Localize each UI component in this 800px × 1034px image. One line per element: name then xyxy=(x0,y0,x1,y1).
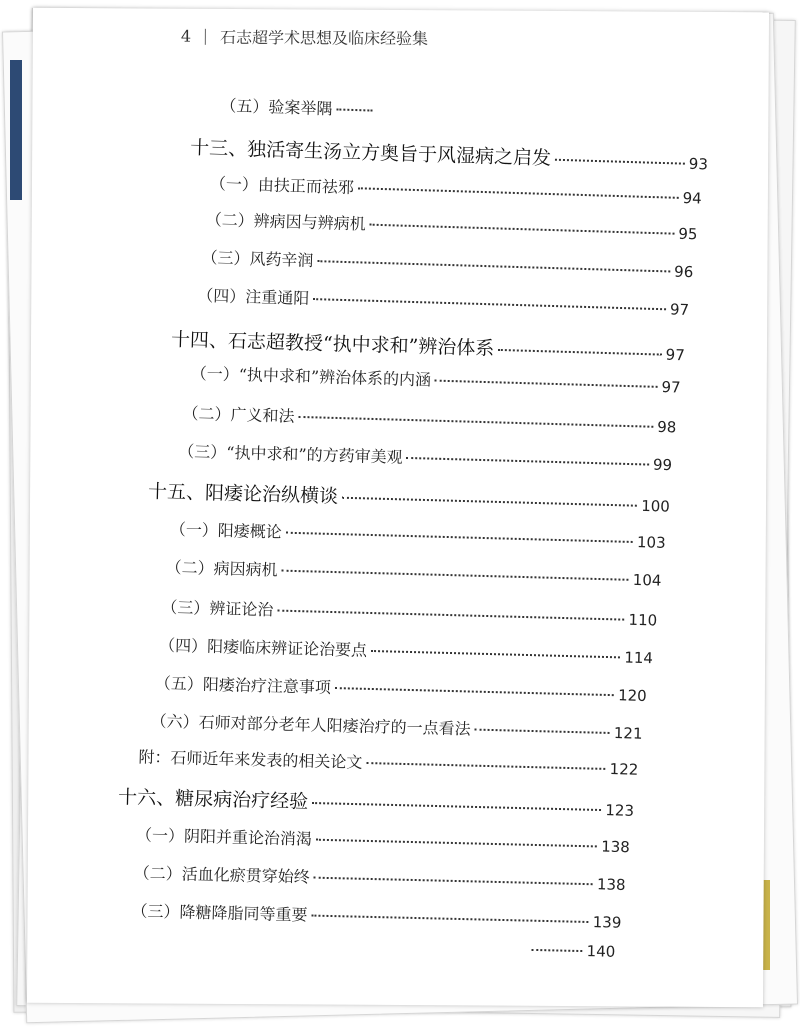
toc-page-number: 120 xyxy=(617,686,647,705)
toc-leader-dots xyxy=(313,298,666,310)
toc-section-title: （一）由扶正而祛邪 xyxy=(209,173,355,198)
toc-leader-dots xyxy=(336,108,372,111)
running-header xyxy=(181,25,428,50)
toc-entry xyxy=(171,325,686,367)
toc-leader-dots xyxy=(286,532,633,543)
toc-page-number: 93 xyxy=(688,154,709,174)
toc-leader-dots xyxy=(316,839,597,848)
toc-entry xyxy=(190,133,709,176)
toc-leader-dots xyxy=(317,260,670,272)
toc-page-number: 139 xyxy=(592,913,622,932)
header-page-number: 4 xyxy=(180,26,192,46)
toc-section-title: （三）辨证论治 xyxy=(161,597,274,620)
toc-section-title: （三）降糖降脂同等重要 xyxy=(131,901,308,925)
toc-entry xyxy=(138,744,638,779)
toc-leader-dots xyxy=(314,877,593,886)
book-page xyxy=(27,8,769,1007)
toc-section-title: （二）活血化瘀贯穿始终 xyxy=(133,863,310,887)
toc-page-number: 97 xyxy=(661,377,681,397)
toc-section-title: （三）“执中求和”的方药审美观 xyxy=(178,441,403,467)
toc-section-title: （四）注重通阳 xyxy=(196,285,310,308)
toc-page-number: 94 xyxy=(682,188,702,208)
toc-leader-dots xyxy=(282,570,629,581)
toc-leader-dots xyxy=(475,729,610,734)
toc-chapter-title: 十五、阳痿论治纵横谈 xyxy=(147,480,339,508)
toc-page-number: 138 xyxy=(600,837,631,857)
toc-entry xyxy=(178,439,672,476)
toc-leader-dots xyxy=(555,159,685,165)
toc-entry xyxy=(136,822,630,857)
toc-page-number: 114 xyxy=(624,648,654,668)
toc-page-number: 138 xyxy=(596,875,626,894)
cover-edge xyxy=(10,60,22,200)
toc-section-title: （一）“执中求和”辨治体系的内涵 xyxy=(190,363,432,390)
toc-leader-dots xyxy=(277,610,624,621)
toc-leader-dots xyxy=(407,457,649,466)
toc-page-number: 122 xyxy=(609,760,639,779)
toc-section-title: （四）阳痿临床辨证论治要点 xyxy=(158,635,368,660)
toc-page-number: 140 xyxy=(586,942,616,961)
toc-leader-dots xyxy=(298,416,653,428)
toc-entry xyxy=(150,708,642,743)
toc-entry xyxy=(159,633,653,669)
header-divider xyxy=(205,28,206,44)
toc-entry xyxy=(201,245,693,282)
toc-chapter-title: 十六、糖尿病治疗经验 xyxy=(117,786,309,813)
toc-section-title: （五）验案举隅 xyxy=(220,95,333,119)
toc-page-number: 100 xyxy=(640,496,671,516)
toc-entry xyxy=(161,595,657,631)
toc-page-number: 123 xyxy=(605,801,635,820)
toc-entry xyxy=(190,361,680,398)
toc-entry xyxy=(220,93,377,121)
toc-entry xyxy=(155,671,647,706)
toc-leader-dots xyxy=(366,762,605,770)
toc-entry xyxy=(148,476,671,517)
toc-leader-dots xyxy=(531,949,582,952)
toc-leader-dots xyxy=(311,915,588,923)
toc-page-number: 121 xyxy=(613,724,643,743)
toc-page-number: 103 xyxy=(636,533,666,552)
toc-entry xyxy=(133,860,625,895)
toc-section-title: （二）广义和法 xyxy=(182,403,295,426)
toc-section-title: （三）风药辛润 xyxy=(201,247,314,271)
toc-chapter-title: 十四、石志超教授“执中求和”辨治体系 xyxy=(170,328,495,360)
toc-leader-dots xyxy=(358,187,679,199)
toc-entry xyxy=(527,941,615,961)
toc-page-number: 97 xyxy=(669,300,690,319)
toc-leader-dots xyxy=(371,650,620,658)
toc-entry xyxy=(165,555,661,591)
toc-section-title: （二）辨病因与辨病机 xyxy=(205,209,366,234)
toc-section-title: （二）病因病机 xyxy=(165,557,278,580)
toc-page-number: 104 xyxy=(632,570,662,590)
toc-page-number: 97 xyxy=(665,345,686,365)
toc-page-number: 110 xyxy=(628,610,658,630)
toc-page-number: 96 xyxy=(673,262,694,282)
toc-entry xyxy=(131,898,621,932)
header-book-title: 石志超学术思想及临床经验集 xyxy=(219,27,429,49)
toc-leader-dots xyxy=(498,349,661,356)
toc-chapter-title: 十三、独活寄生汤立方奥旨于风湿病之启发 xyxy=(189,136,552,170)
toc-entry xyxy=(182,401,676,438)
toc-entry xyxy=(197,283,689,320)
toc-section-title: （六）石师对部分老年人阳痿治疗的一点看法 xyxy=(150,711,471,739)
toc-entry xyxy=(170,517,666,553)
toc-section-title: （一）阳痿概论 xyxy=(169,519,283,542)
toc-leader-dots xyxy=(335,687,614,696)
toc-section-title: （五）阳痿治疗注意事项 xyxy=(154,673,332,697)
toc-page-number: 99 xyxy=(652,455,673,475)
toc-section-title: （一）阴阳并重论治消渴 xyxy=(135,825,313,849)
toc-section-title: 附：石师近年来发表的相关论文 xyxy=(138,747,363,772)
toc-entry xyxy=(210,171,702,209)
toc-leader-dots xyxy=(342,497,637,507)
toc-leader-dots xyxy=(370,224,675,235)
toc-leader-dots xyxy=(435,380,657,388)
toc-entry xyxy=(205,207,697,244)
toc-page-number: 95 xyxy=(678,224,698,244)
toc-leader-dots xyxy=(312,802,601,811)
toc-entry xyxy=(118,782,635,822)
toc-page-number: 98 xyxy=(657,417,677,437)
